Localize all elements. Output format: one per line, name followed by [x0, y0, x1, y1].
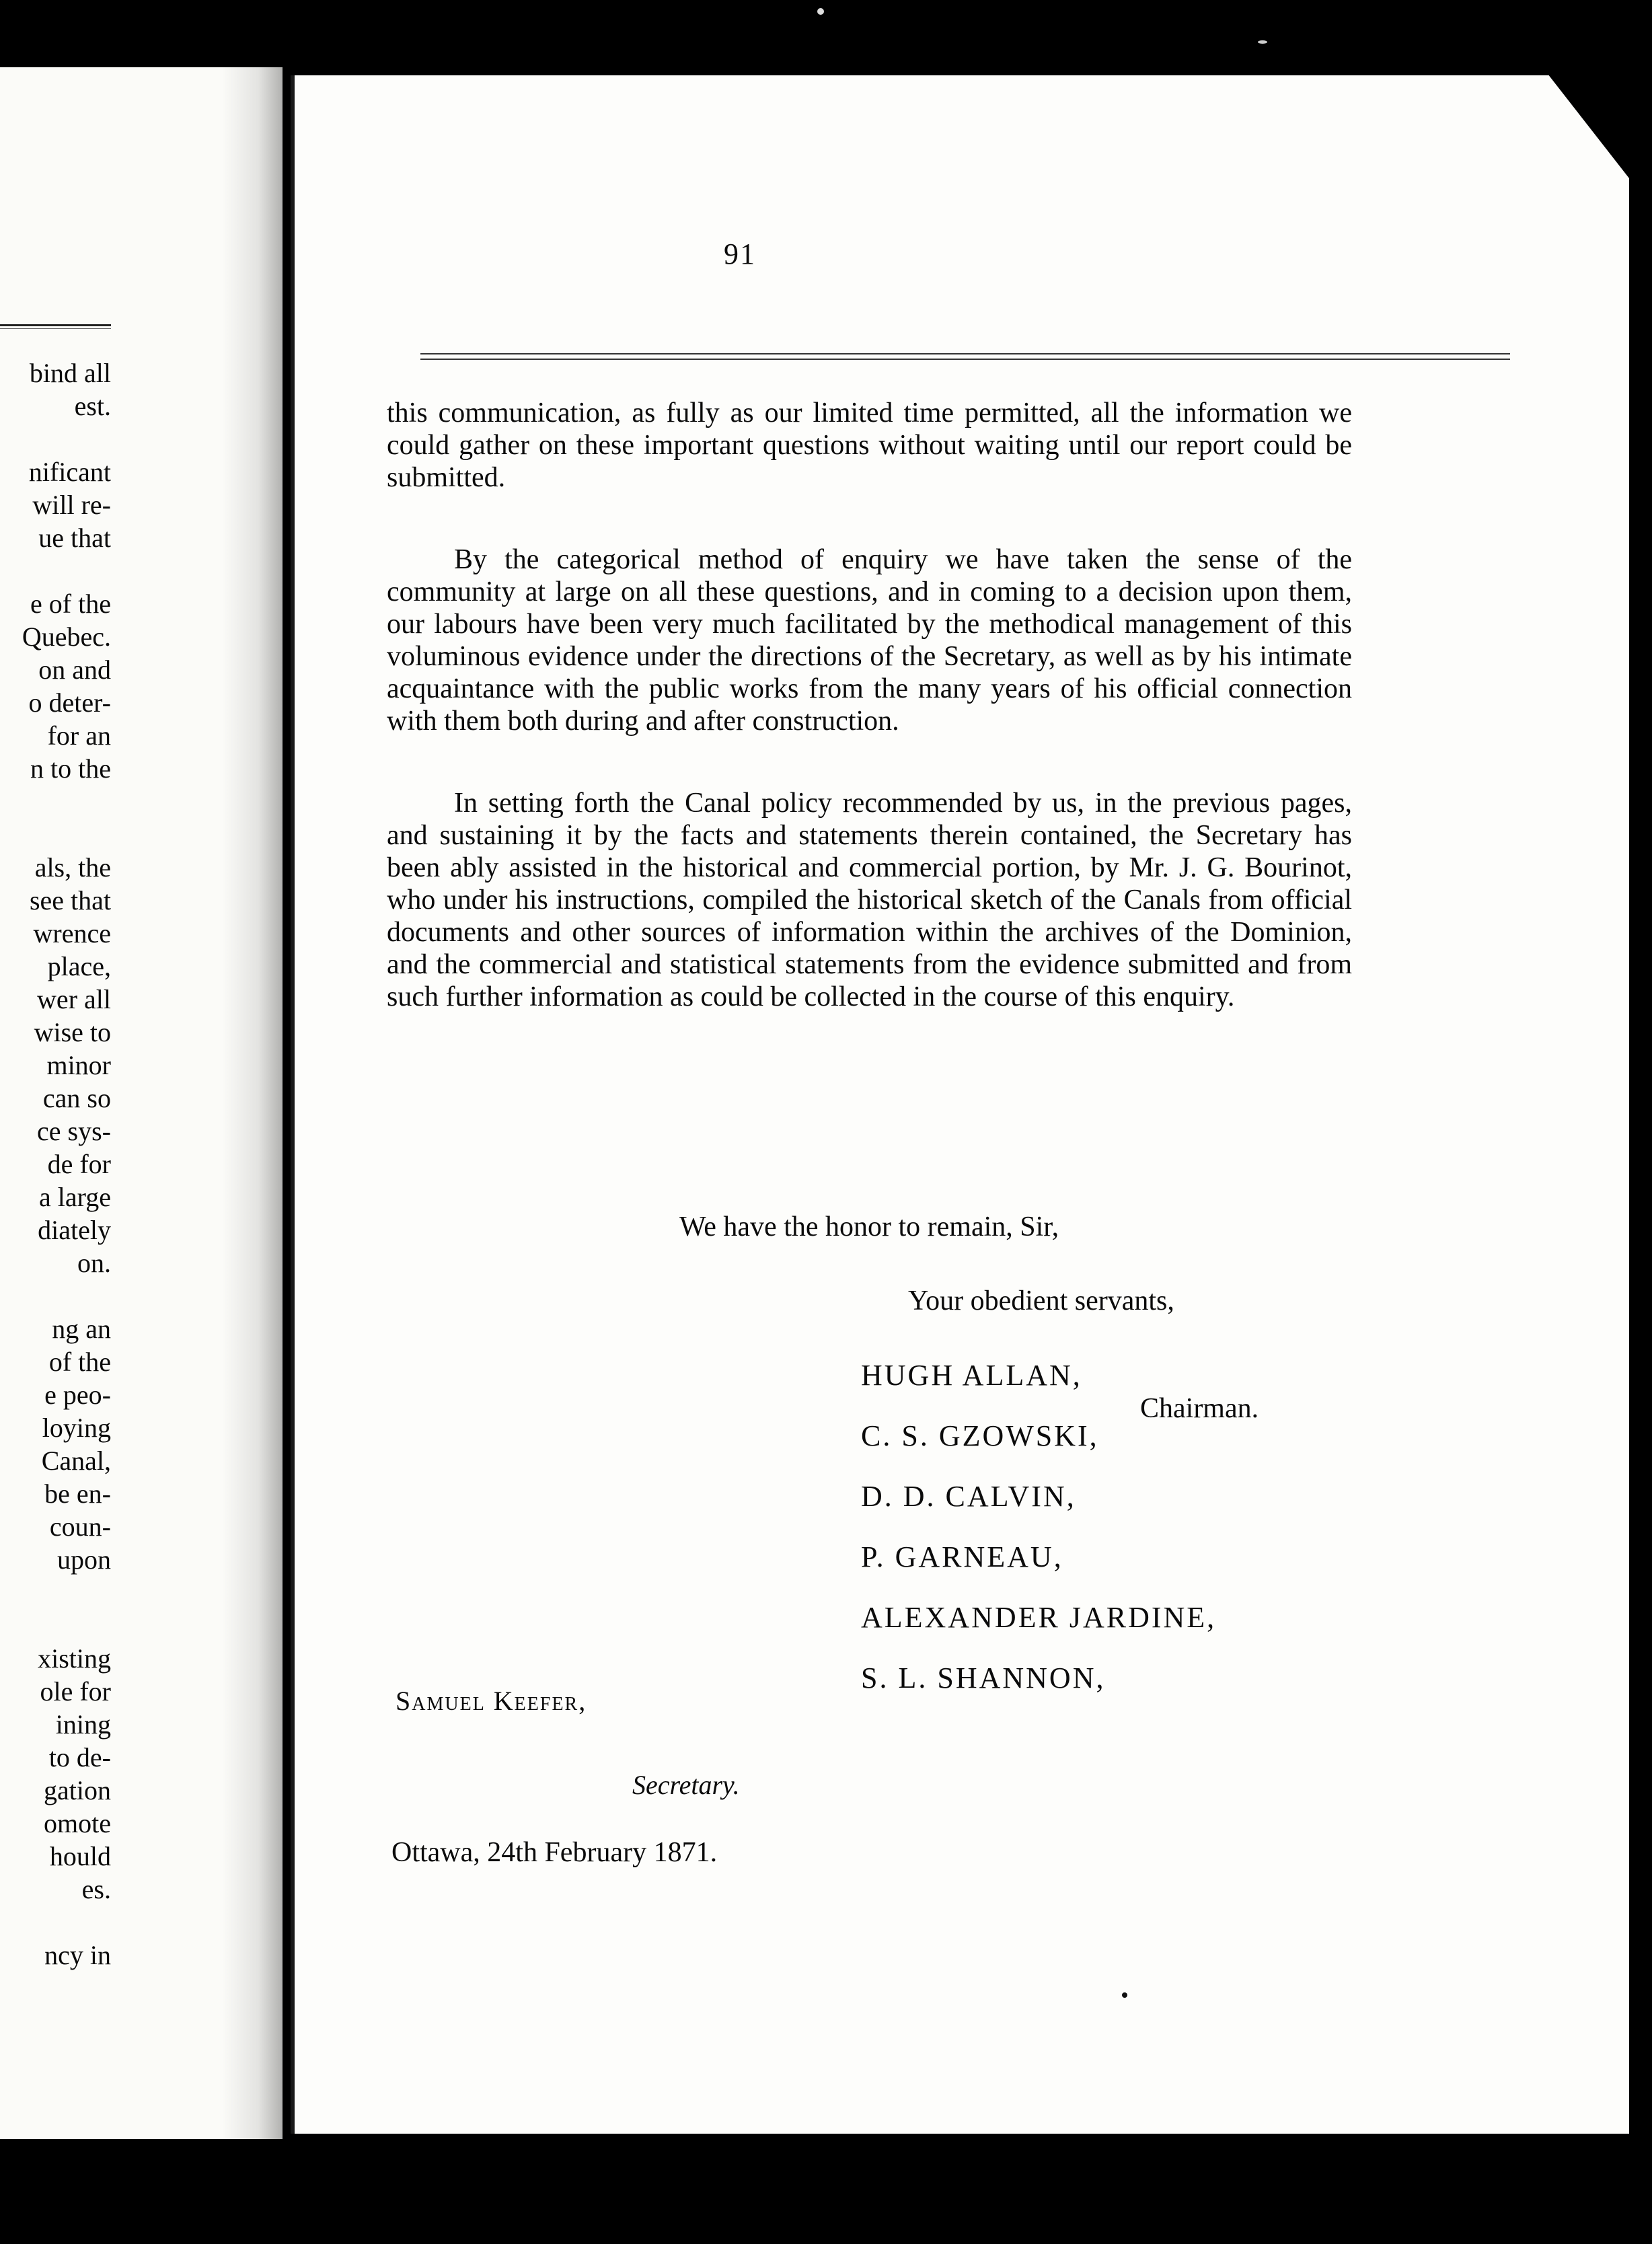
- paragraph-canal-policy: In setting forth the Canal policy recommended by us, in the previous pages, and sustaining it by the facts and statements therein contained, the Secretary has been ably assisted in the historical and commercial portion, by Mr. J. G. Bourinot, who under his instructions, compiled the historical sketch of the Canals from official documents and other sources of information within the archives of the Dominion, and the commercial and statistical statements from the evidence submitted and from such further information as could be collected in the course of this enquiry.: [387, 788, 1352, 1012]
- left-page-line: [0, 818, 111, 851]
- left-page-line: on.: [77, 1248, 111, 1278]
- left-page-line: wer all: [37, 984, 111, 1014]
- left-page-line: [0, 422, 111, 455]
- left-page-line: loying: [42, 1413, 111, 1443]
- left-page-line: to de-: [48, 1742, 111, 1772]
- signatory: ALEXANDER JARDINE,: [861, 1601, 1217, 1634]
- left-page-line: on and: [38, 654, 111, 685]
- left-page-line: xisting: [38, 1643, 111, 1674]
- left-page-line: bind all: [29, 358, 111, 388]
- valediction: Your obedient servants,: [908, 1285, 1174, 1316]
- left-page-line: for an: [47, 720, 111, 751]
- signatory: D. D. CALVIN,: [861, 1480, 1076, 1513]
- left-page-line: see that: [29, 885, 111, 915]
- left-page-line: Canal,: [41, 1446, 111, 1476]
- left-page-line: will re-: [32, 490, 111, 520]
- place-and-date: Ottawa, 24th February 1871.: [391, 1837, 718, 1868]
- signatory: HUGH ALLAN,: [861, 1359, 1082, 1392]
- paragraph-continuation: this communication, as fully as our limited time permitted, all the information we could gather on these important questions without waiting until our report could be submitted.: [387, 398, 1352, 493]
- left-page-line: ng an: [52, 1314, 111, 1344]
- left-page-line: ue that: [38, 523, 111, 553]
- page-number: 91: [724, 237, 756, 270]
- main-page: [291, 75, 1629, 2134]
- closing-line: We have the honor to remain, Sir,: [679, 1211, 1059, 1242]
- left-page-line: e peo-: [44, 1380, 111, 1410]
- scan-speck: [1258, 40, 1267, 44]
- left-page-line: coun-: [49, 1511, 111, 1542]
- left-page-line: o deter-: [28, 687, 111, 718]
- left-page-line: wrence: [33, 918, 111, 948]
- left-page-line: es.: [81, 1874, 111, 1904]
- left-page-line: diately: [38, 1215, 111, 1245]
- left-page-line: est.: [74, 391, 111, 421]
- left-page-line: be en-: [44, 1479, 111, 1509]
- left-page-line: of the: [48, 1347, 111, 1377]
- signatory: C. S. GZOWSKI,: [861, 1419, 1099, 1452]
- left-page-line: ce sys-: [37, 1116, 111, 1146]
- chairman-title: Chairman.: [1140, 1393, 1259, 1424]
- left-page-line: de for: [47, 1149, 111, 1179]
- left-page-rule: [0, 324, 111, 329]
- left-page-line: [0, 554, 111, 587]
- paragraph-method-of-enquiry: By the categorical method of enquiry we have taken the sense of the community at large on all these questions, and in coming to a decision upon them, our labours have been very much facilitated by the methodical management of this voluminous evidence under the directions of the Secretary, as well as by his intimate acquaintance with the public works from the many years of his official connection with them both during and after construction.: [387, 544, 1352, 737]
- left-page-line: gation: [44, 1775, 111, 1805]
- gutter-line: [291, 75, 295, 2134]
- left-page-line: can so: [42, 1083, 111, 1113]
- left-page-line: als, the: [34, 852, 111, 883]
- scan-speck: [817, 8, 824, 15]
- left-page-text: [0, 357, 111, 1972]
- left-page-line: nificant: [28, 457, 111, 487]
- left-page-line: minor: [46, 1050, 111, 1080]
- left-page-line: [0, 1609, 111, 1642]
- header-rule: [420, 353, 1510, 360]
- left-page-line: [0, 1279, 111, 1312]
- signatory: P. GARNEAU,: [861, 1540, 1063, 1573]
- left-page-line: hould: [49, 1841, 111, 1871]
- left-page-line: upon: [57, 1544, 111, 1575]
- left-page-line: Quebec.: [22, 622, 111, 652]
- body-text: [387, 397, 1352, 1063]
- left-page-line: ncy in: [44, 1940, 111, 1970]
- left-page-line: n to the: [30, 753, 111, 784]
- left-page-line: [0, 1576, 111, 1609]
- secretary-name: Samuel Keefer,: [396, 1686, 587, 1716]
- left-page-line: ole for: [40, 1676, 111, 1707]
- left-page-line: [0, 785, 111, 818]
- left-page-line: ining: [55, 1709, 111, 1740]
- left-page-line: omote: [44, 1808, 111, 1838]
- left-page-line: [0, 1906, 111, 1939]
- left-page-fragment: [0, 67, 283, 2139]
- signatory: S. L. SHANNON,: [861, 1661, 1106, 1694]
- left-page-line: e of the: [30, 589, 111, 619]
- gutter-shadow: [222, 67, 283, 2139]
- left-page-line: place,: [47, 951, 111, 981]
- secretary-title: Secretary.: [632, 1770, 740, 1800]
- left-page-line: wise to: [34, 1017, 111, 1047]
- left-page-line: a large: [39, 1182, 111, 1212]
- scan-speck: [1122, 1992, 1127, 1998]
